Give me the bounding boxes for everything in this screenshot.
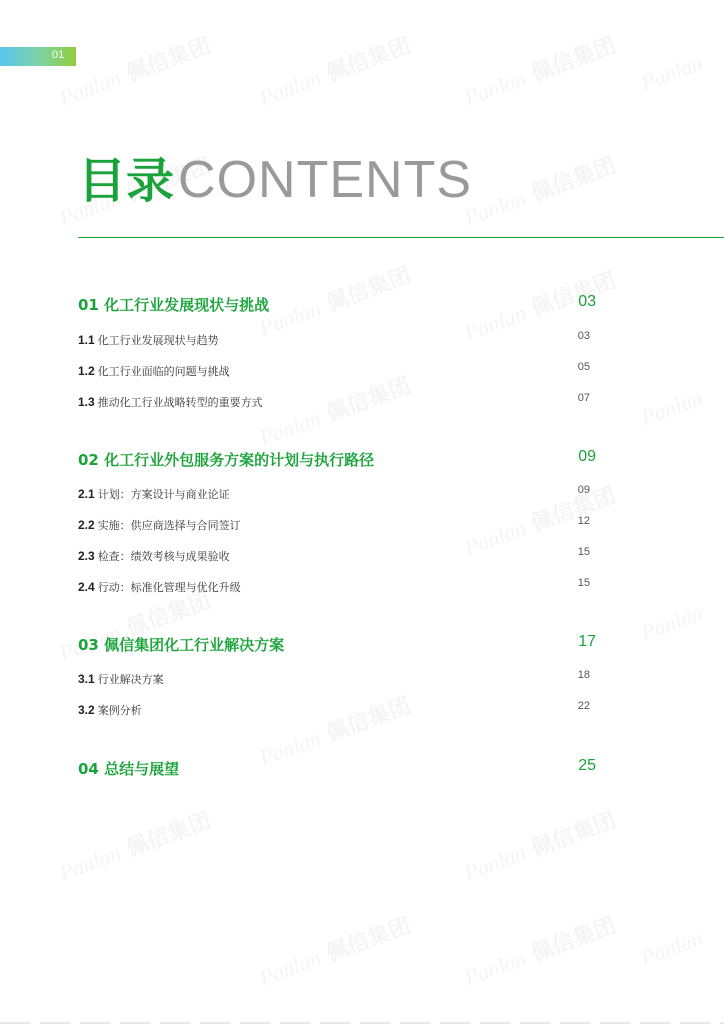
toc-item-number: 3.1 [78, 672, 95, 686]
toc-section-label: 01 化工行业发展现状与挑战 [78, 296, 270, 314]
toc-item-1-2[interactable] [78, 360, 596, 379]
watermark [637, 925, 706, 971]
toc-item-page: 15 [577, 546, 590, 558]
watermark [460, 804, 620, 888]
watermark [637, 385, 706, 431]
toc-item-text: 推动化工行业战略转型的重要方式 [97, 396, 263, 409]
watermark [460, 909, 620, 993]
toc-item-text: 案例分析 [97, 704, 142, 717]
watermark [460, 29, 620, 113]
toc-item-1-3[interactable] [78, 391, 596, 410]
toc-item-page: 22 [577, 700, 590, 712]
toc-item-2-4[interactable] [78, 576, 596, 595]
watermark [637, 50, 706, 96]
toc-section-page: 03 [578, 293, 596, 310]
watermark [255, 909, 415, 993]
page-title-en: CONTENTS [178, 151, 473, 209]
toc-item-3-1[interactable] [78, 668, 596, 687]
toc-item-text: 化工行业面临的问题与挑战 [97, 365, 230, 378]
toc-item-number: 3.2 [78, 703, 95, 717]
toc-item-number: 2.1 [78, 487, 95, 501]
toc-section-03[interactable] [78, 634, 596, 655]
toc-item-2-3[interactable] [78, 545, 596, 564]
toc-item-page: 15 [577, 577, 590, 589]
toc-section-page: 25 [578, 757, 596, 774]
toc-item-page: 07 [577, 392, 590, 404]
page-title-zh: 目录 [78, 153, 175, 209]
toc-item-2-1[interactable] [78, 483, 596, 502]
page-number: 01 [52, 49, 65, 61]
watermark [255, 29, 415, 113]
toc-item-number: 1.1 [78, 333, 95, 347]
toc-item-page: 03 [577, 330, 590, 342]
toc-item-text: 行业解决方案 [97, 673, 164, 686]
toc-item-page: 12 [577, 515, 590, 527]
toc-section-label: 04 总结与展望 [78, 760, 180, 778]
toc-item-text: 行动：标准化管理与优化升级 [97, 581, 241, 594]
title-divider [78, 237, 724, 238]
watermark [55, 29, 215, 113]
watermark [460, 149, 620, 233]
toc-item-text: 实施：供应商选择与合同签订 [97, 519, 241, 532]
toc-section-02[interactable] [78, 449, 596, 470]
toc-item-number: 1.2 [78, 364, 95, 378]
toc-item-text: 化工行业发展现状与趋势 [97, 334, 219, 347]
toc-item-text: 计划：方案设计与商业论证 [97, 488, 230, 501]
toc-section-page: 17 [578, 633, 596, 650]
toc-item-2-2[interactable] [78, 514, 596, 533]
toc-item-page: 05 [577, 361, 590, 373]
toc-item-number: 2.2 [78, 518, 95, 532]
toc-item-number: 2.4 [78, 580, 95, 594]
page-title [78, 142, 472, 211]
toc-item-text: 检查：绩效考核与成果验收 [97, 550, 230, 563]
watermark [255, 369, 415, 453]
page-number-tab [0, 47, 76, 66]
toc-item-page: 18 [577, 669, 590, 681]
toc-item-number: 2.3 [78, 549, 95, 563]
toc-item-3-2[interactable] [78, 699, 596, 718]
toc-section-01[interactable] [78, 294, 596, 315]
toc-item-1-1[interactable] [78, 329, 596, 348]
watermark [637, 600, 706, 646]
watermark [55, 804, 215, 888]
toc-section-label: 02 化工行业外包服务方案的计划与执行路径 [78, 451, 375, 469]
toc-item-page: 09 [577, 484, 590, 496]
toc-section-label: 03 佩信集团化工行业解决方案 [78, 636, 285, 654]
toc-section-04[interactable] [78, 758, 596, 779]
toc-section-page: 09 [578, 448, 596, 465]
toc-item-number: 1.3 [78, 395, 95, 409]
